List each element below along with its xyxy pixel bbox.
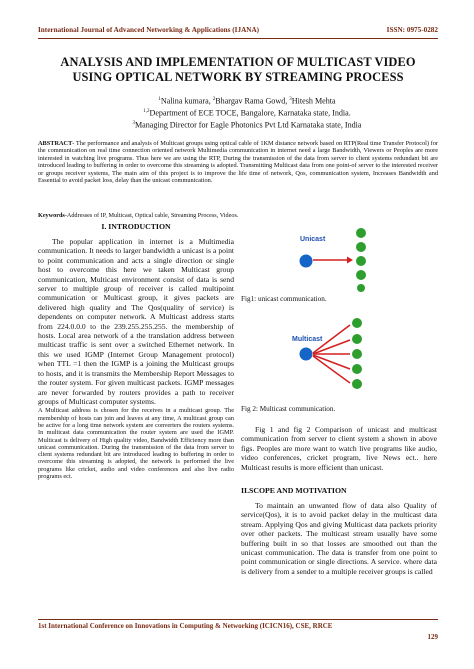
author-sup: 2 xyxy=(212,97,216,102)
fig1-caption: Fig1: unicast communication. xyxy=(241,295,327,303)
author-block xyxy=(60,95,434,131)
abstract-label: ABSTRACT xyxy=(38,140,73,147)
server-node-icon xyxy=(300,255,313,268)
left-column xyxy=(38,222,234,480)
aff-sup: 1,2 xyxy=(143,108,150,114)
arrow-head-icon xyxy=(347,257,353,264)
page-number: 129 xyxy=(427,633,438,641)
running-header xyxy=(38,26,438,38)
abstract-text: - The performance and analysis of Multicast groups using optical cable of 1KM distance network based on RTP(Real time Transfer Protocol) for the communication on real time connection oriented network Multimedia communication in internet need a large Bandwidth, Viewers or Peoples are more interested in watching live programs. Thus here we are using the RTP, During the transmission of the data from server to client systems redundant bit are introduced leading to buffering in order to overcome this streaming is adopted. Transmitting Multicast data from one point-of server to the interested receiver or groups receiver systems, The main aim of this project is to improve the life time of network, Qos, communication system, Increases Bandwidth and Essential to avoid packet loss, delay than the unicast communication. xyxy=(38,140,438,185)
author-sup: 1 xyxy=(158,97,161,102)
intro-paragraph-2: A Multicast address is chosen for the receives in a multicast group. The membership of hosts can join and leaves at any time, A multicast group can be active for a long time network system are converters the routers systems. In multicast data communication the router system are used the IGMP. Multicast is delivery of High quality video, Bandwidth Efficiency more than unicast communication. During the transmission of the data from server to client systems redundant bit are introduced leading to buffering in order to overcome this streaming is adopted, the network is performed the live programs like cricket, audio and video conferences and also live radio programs ect. xyxy=(38,407,234,480)
author-names xyxy=(60,95,434,107)
author-1: Nalina kumara, xyxy=(160,96,213,106)
abstract xyxy=(38,140,438,184)
scope-paragraph: To maintain an unwanted flow of data also Quality of service(Qos), it is to avoid packet delay in the multicast data stream. Applying Qos and giving Multicast data packets priority over other packets. The multicast stream usually have some buffering built in so that losses are smoothed out than the unicast communication. The data is transfer from one point to point communication or single directions. A service. where data is delivery from a sender to a multiple receiver groups is called xyxy=(241,501,437,576)
multicast-arrow xyxy=(313,356,350,383)
unicast-figure xyxy=(286,224,436,292)
keywords xyxy=(38,212,438,219)
affiliation-2 xyxy=(60,119,434,131)
header-rule xyxy=(38,38,438,39)
aff-text: Managing Director for Eagle Photonics Pvt Ltd Karnataka state, India xyxy=(134,120,362,130)
multicast-figure xyxy=(286,314,436,392)
figure-comparison-paragraph: Fig 1 and fig 2 Comparison of unicast and multicast communication from server to client system a shown in above figs. Peoples are more want to watch live programs like audio, video conferences, cricket program, live News ect.. here Multicast results is more efficient than unicast. xyxy=(241,425,437,472)
client-node-icon xyxy=(352,364,362,374)
multicast-label: Multicast xyxy=(292,336,323,343)
client-node-icon xyxy=(357,284,365,292)
client-node-icon xyxy=(356,242,366,252)
author-3: Hitesh Mehta xyxy=(291,96,336,106)
fig2-caption: Fig 2: Multicast communication. xyxy=(241,405,336,413)
server-node-icon xyxy=(300,348,313,361)
title-line-1: ANALYSIS AND IMPLEMENTATION OF MULTICAST VIDEO xyxy=(60,55,416,69)
unicast-label: Unicast xyxy=(300,236,326,243)
client-node-icon xyxy=(352,349,362,359)
title-line-2: USING OPTICAL NETWORK BY STREAMING PROCESS xyxy=(72,70,404,84)
paper-title xyxy=(38,55,438,85)
client-node-icon xyxy=(356,270,366,280)
client-node-icon xyxy=(352,379,362,389)
scope-heading: II.SCOPE AND MOTIVATION xyxy=(241,486,347,496)
client-node-icon xyxy=(352,334,362,344)
keywords-label: Keywords xyxy=(38,212,65,219)
multicast-arrow xyxy=(313,355,350,369)
author-2: Bhargav Rama Gowd, xyxy=(215,96,290,106)
issn: ISSN: 0975-0282 xyxy=(386,26,438,34)
right-column-text xyxy=(241,425,437,576)
author-sup: 3 xyxy=(289,97,292,102)
client-node-icon xyxy=(352,318,362,328)
aff-text: Department of ECE TOCE, Bangalore, Karnataka state, India. xyxy=(149,108,351,118)
journal-name: International Journal of Advanced Networking & Applications (IJANA) xyxy=(38,26,260,34)
aff-sup: 3 xyxy=(132,120,135,126)
footer-rule xyxy=(38,619,438,620)
affiliation-1 xyxy=(60,107,434,119)
client-node-icon xyxy=(356,228,366,238)
conference-footer: 1st International Conference on Innovations in Computing & Networking (ICICN16), CSE, RRCE xyxy=(38,622,333,630)
intro-heading: I. INTRODUCTION xyxy=(101,222,171,231)
keywords-text: -Addresses of IP, Multicast, Optical cable, Streaming Process, Videos. xyxy=(64,212,239,219)
intro-paragraph-1: The popular application in internet is a Multimedia communication. It needs to larger bandwidth a unicast is a point to point communication and acts a single direction or single host to overcome this here we taken Multicast group communication, Multicast environment consist of data is send server to multiple group of receiver is called multipoint communication or Multicast group, it gives packets are delivered high quality and The Qos(quality of service) is dependents on computer network. A Multicast address starts from 224.0.0.0 to the 239.255.255.255. the membership of hosts. Local area network of a the translation address between multicast traffic is sent over a switched Ethernet network. In this we used IGMP (Internet Group Management protocol) when TTL =1 then the IGMP is a joining the Multicast groups to hosts, and it is transmits the Membership Report Messages to the router system. For given multicast packets. IGMP messages are never forwarded by routers provides a path to receiver groups of Multicast computer systems. xyxy=(38,237,234,406)
client-node-icon xyxy=(356,256,366,266)
